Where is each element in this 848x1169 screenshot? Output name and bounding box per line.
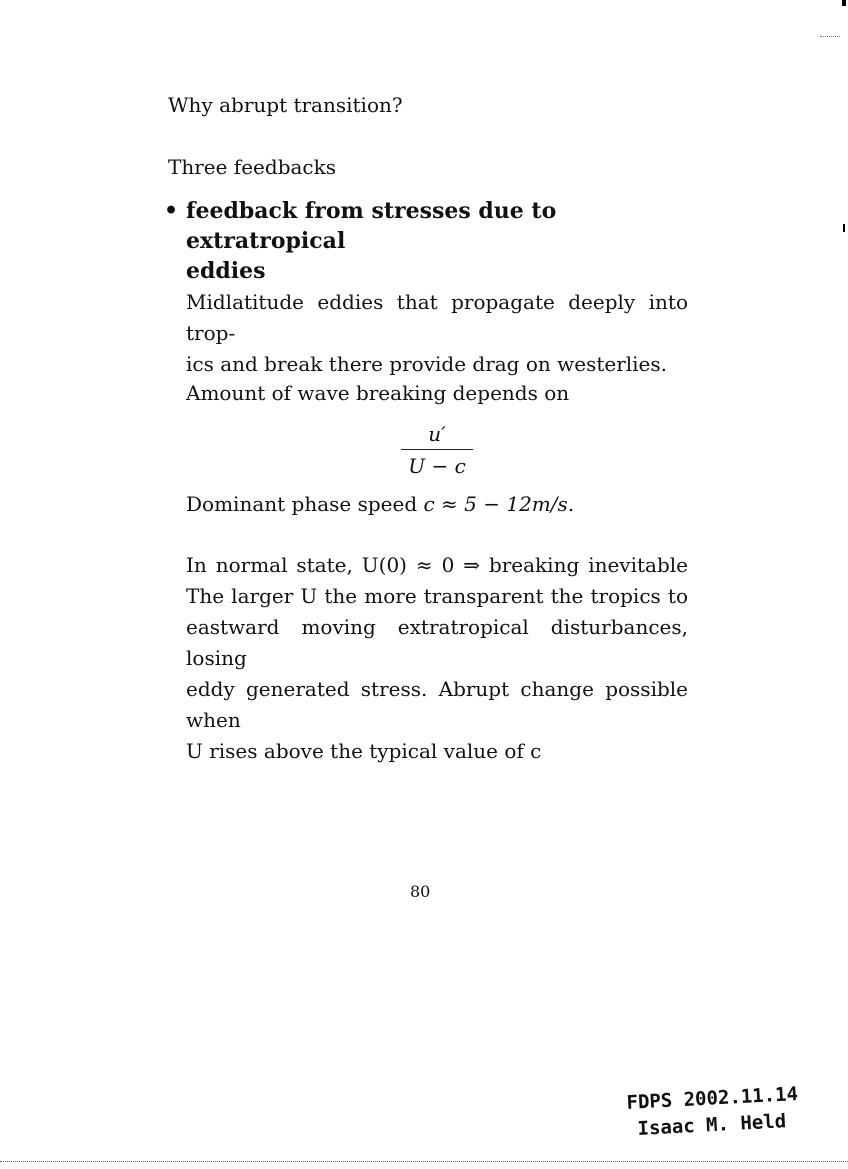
bullet-heading-line1: feedback from stresses due to extratropical [186,198,557,254]
paragraph-3-line1: In normal state, U(0) ≈ 0 ⇒ breaking inevitable [186,553,688,577]
paragraph-1-line2: ics and break there provide drag on westerlies. [186,352,668,376]
fraction [400,422,474,478]
paragraph-3-line3: eastward moving extratropical disturbances, losing [186,615,688,670]
bullet-heading [186,196,696,286]
scan-mark-right [843,224,845,232]
paragraph-3-line4: eddy generated stress. Abrupt change possible when [186,677,688,732]
bullet-heading-line2: eddies [186,258,266,284]
paragraph-3-line5: U rises above the typical value of c [186,739,542,763]
handwritten-signature: Isaac M. Held [637,1110,787,1140]
paragraph-1-line1: Midlatitude eddies that propagate deeply into trop- [186,290,688,345]
paragraph-1 [186,287,688,380]
subtitle: Three feedbacks [168,155,336,179]
phase-speed-line [186,492,574,516]
paragraph-3-line2: The larger U the more transparent the tropics to [186,584,688,608]
phase-speed-math: c ≈ 5 − 12m/s [423,492,568,516]
bottom-scan-line [0,1161,848,1162]
fraction-numerator: u′ [428,422,446,446]
page-number: 80 [410,882,431,901]
handwritten-date-note: FDPS 2002.11.14 [626,1083,799,1114]
fraction-denominator: U − c [408,454,466,478]
bullet-symbol: • [164,198,179,224]
phase-speed-prefix: Dominant phase speed [186,492,424,516]
paragraph-3 [186,550,688,767]
paragraph-2-intro: Amount of wave breaking depends on [186,381,570,405]
title-question: Why abrupt transition? [168,93,403,117]
scan-mark-top-right [842,0,846,6]
phase-speed-suffix: . [567,492,575,516]
scan-dots [820,36,840,37]
